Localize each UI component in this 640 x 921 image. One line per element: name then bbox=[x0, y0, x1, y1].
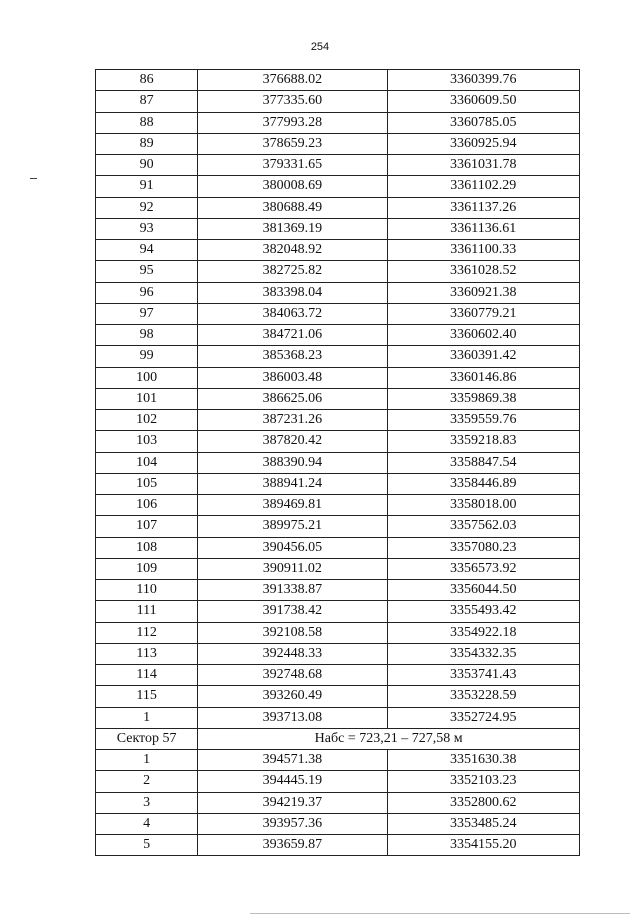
point-number: 87 bbox=[96, 91, 198, 112]
coord-y: 3360921.38 bbox=[387, 282, 579, 303]
point-number: 86 bbox=[96, 70, 198, 91]
point-number: 112 bbox=[96, 622, 198, 643]
table-row bbox=[96, 792, 580, 813]
coord-y: 3354922.18 bbox=[387, 622, 579, 643]
coord-x: 379331.65 bbox=[198, 155, 387, 176]
coord-x: 386625.06 bbox=[198, 388, 387, 409]
coord-x: 394445.19 bbox=[198, 771, 387, 792]
table-row bbox=[96, 112, 580, 133]
coord-x: 377335.60 bbox=[198, 91, 387, 112]
table-row bbox=[96, 325, 580, 346]
point-number: 104 bbox=[96, 452, 198, 473]
coord-y: 3355493.42 bbox=[387, 601, 579, 622]
table-row bbox=[96, 70, 580, 91]
coord-x: 384721.06 bbox=[198, 325, 387, 346]
coord-y: 3360399.76 bbox=[387, 70, 579, 91]
coord-x: 378659.23 bbox=[198, 133, 387, 154]
sector-height: Набс = 723,21 – 727,58 м bbox=[198, 728, 580, 749]
table-row bbox=[96, 282, 580, 303]
point-number: 91 bbox=[96, 176, 198, 197]
table-row bbox=[96, 495, 580, 516]
coord-x: 386003.48 bbox=[198, 367, 387, 388]
coord-y: 3352800.62 bbox=[387, 792, 579, 813]
point-number: 109 bbox=[96, 558, 198, 579]
page-number: 254 bbox=[310, 41, 330, 53]
coord-y: 3360785.05 bbox=[387, 112, 579, 133]
table-row bbox=[96, 431, 580, 452]
table-row bbox=[96, 91, 580, 112]
point-number: 92 bbox=[96, 197, 198, 218]
table-row bbox=[96, 473, 580, 494]
coord-x: 388941.24 bbox=[198, 473, 387, 494]
coord-x: 380688.49 bbox=[198, 197, 387, 218]
point-number: 4 bbox=[96, 813, 198, 834]
table-row bbox=[96, 452, 580, 473]
coord-x: 382725.82 bbox=[198, 261, 387, 282]
coord-x: 384063.72 bbox=[198, 303, 387, 324]
sector-row bbox=[96, 728, 580, 749]
table-row bbox=[96, 601, 580, 622]
table-row bbox=[96, 197, 580, 218]
table-row bbox=[96, 155, 580, 176]
coord-y: 3360609.50 bbox=[387, 91, 579, 112]
point-number: 98 bbox=[96, 325, 198, 346]
point-number: 99 bbox=[96, 346, 198, 367]
coord-x: 387231.26 bbox=[198, 410, 387, 431]
table-row bbox=[96, 261, 580, 282]
point-number: 110 bbox=[96, 580, 198, 601]
coord-y: 3359218.83 bbox=[387, 431, 579, 452]
point-number: 90 bbox=[96, 155, 198, 176]
point-number: 88 bbox=[96, 112, 198, 133]
table-row bbox=[96, 410, 580, 431]
point-number: 114 bbox=[96, 665, 198, 686]
sector-label: Сектор 57 bbox=[96, 728, 198, 749]
point-number: 2 bbox=[96, 771, 198, 792]
coord-x: 389975.21 bbox=[198, 516, 387, 537]
table-row bbox=[96, 580, 580, 601]
coord-x: 393957.36 bbox=[198, 813, 387, 834]
coord-x: 391338.87 bbox=[198, 580, 387, 601]
coord-y: 3356044.50 bbox=[387, 580, 579, 601]
coord-x: 394571.38 bbox=[198, 750, 387, 771]
coord-y: 3353485.24 bbox=[387, 813, 579, 834]
table-row bbox=[96, 516, 580, 537]
coord-y: 3360146.86 bbox=[387, 367, 579, 388]
coord-x: 382048.92 bbox=[198, 240, 387, 261]
coord-x: 383398.04 bbox=[198, 282, 387, 303]
coord-y: 3359559.76 bbox=[387, 410, 579, 431]
table-row bbox=[96, 346, 580, 367]
coord-y: 3354332.35 bbox=[387, 643, 579, 664]
coord-x: 377993.28 bbox=[198, 112, 387, 133]
coord-x: 381369.19 bbox=[198, 218, 387, 239]
coord-y: 3352724.95 bbox=[387, 707, 579, 728]
table-row bbox=[96, 813, 580, 834]
point-number: 105 bbox=[96, 473, 198, 494]
table-row bbox=[96, 240, 580, 261]
coord-y: 3357080.23 bbox=[387, 537, 579, 558]
coordinates-table bbox=[95, 69, 580, 856]
table-row bbox=[96, 835, 580, 856]
point-number: 108 bbox=[96, 537, 198, 558]
point-number: 115 bbox=[96, 686, 198, 707]
coord-y: 3361102.29 bbox=[387, 176, 579, 197]
table-row bbox=[96, 537, 580, 558]
point-number: 113 bbox=[96, 643, 198, 664]
point-number: 103 bbox=[96, 431, 198, 452]
coord-y: 3353741.43 bbox=[387, 665, 579, 686]
coord-y: 3359869.38 bbox=[387, 388, 579, 409]
point-number: 97 bbox=[96, 303, 198, 324]
table-row bbox=[96, 388, 580, 409]
table-row bbox=[96, 176, 580, 197]
bottom-rule bbox=[250, 913, 630, 914]
coord-y: 3358446.89 bbox=[387, 473, 579, 494]
coord-y: 3357562.03 bbox=[387, 516, 579, 537]
point-number: 93 bbox=[96, 218, 198, 239]
table-row bbox=[96, 367, 580, 388]
point-number: 111 bbox=[96, 601, 198, 622]
coord-y: 3353228.59 bbox=[387, 686, 579, 707]
sector-header bbox=[96, 728, 580, 749]
coord-x: 391738.42 bbox=[198, 601, 387, 622]
table-row bbox=[96, 665, 580, 686]
coord-x: 393260.49 bbox=[198, 686, 387, 707]
coord-x: 376688.02 bbox=[198, 70, 387, 91]
coord-x: 380008.69 bbox=[198, 176, 387, 197]
coord-y: 3361028.52 bbox=[387, 261, 579, 282]
point-number: 94 bbox=[96, 240, 198, 261]
point-number: 102 bbox=[96, 410, 198, 431]
table-row bbox=[96, 218, 580, 239]
coord-y: 3361136.61 bbox=[387, 218, 579, 239]
coord-y: 3361100.33 bbox=[387, 240, 579, 261]
coord-y: 3360779.21 bbox=[387, 303, 579, 324]
coord-x: 387820.42 bbox=[198, 431, 387, 452]
coord-y: 3358847.54 bbox=[387, 452, 579, 473]
point-number: 100 bbox=[96, 367, 198, 388]
coord-y: 3361031.78 bbox=[387, 155, 579, 176]
point-number: 89 bbox=[96, 133, 198, 154]
table-row bbox=[96, 750, 580, 771]
coord-x: 385368.23 bbox=[198, 346, 387, 367]
table-row bbox=[96, 133, 580, 154]
coord-x: 388390.94 bbox=[198, 452, 387, 473]
point-number: 1 bbox=[96, 707, 198, 728]
coord-y: 3352103.23 bbox=[387, 771, 579, 792]
coord-x: 394219.37 bbox=[198, 792, 387, 813]
table-row bbox=[96, 707, 580, 728]
table-row bbox=[96, 303, 580, 324]
point-number: 5 bbox=[96, 835, 198, 856]
coord-y: 3361137.26 bbox=[387, 197, 579, 218]
point-number: 101 bbox=[96, 388, 198, 409]
point-number: 96 bbox=[96, 282, 198, 303]
point-number: 106 bbox=[96, 495, 198, 516]
coord-y: 3351630.38 bbox=[387, 750, 579, 771]
coord-x: 393659.87 bbox=[198, 835, 387, 856]
margin-mark bbox=[30, 178, 37, 179]
coord-y: 3360602.40 bbox=[387, 325, 579, 346]
coord-y: 3360391.42 bbox=[387, 346, 579, 367]
coord-y: 3356573.92 bbox=[387, 558, 579, 579]
table-row bbox=[96, 558, 580, 579]
point-number: 1 bbox=[96, 750, 198, 771]
coord-x: 392748.68 bbox=[198, 665, 387, 686]
coordinates-rows-before bbox=[96, 70, 580, 729]
coord-x: 390456.05 bbox=[198, 537, 387, 558]
table-row bbox=[96, 771, 580, 792]
point-number: 95 bbox=[96, 261, 198, 282]
coord-x: 392108.58 bbox=[198, 622, 387, 643]
coord-x: 389469.81 bbox=[198, 495, 387, 516]
coord-x: 392448.33 bbox=[198, 643, 387, 664]
point-number: 3 bbox=[96, 792, 198, 813]
coord-y: 3354155.20 bbox=[387, 835, 579, 856]
coord-x: 393713.08 bbox=[198, 707, 387, 728]
table-row bbox=[96, 622, 580, 643]
point-number: 107 bbox=[96, 516, 198, 537]
table-row bbox=[96, 686, 580, 707]
coordinates-rows-after bbox=[96, 750, 580, 856]
table-row bbox=[96, 643, 580, 664]
coord-y: 3360925.94 bbox=[387, 133, 579, 154]
coord-y: 3358018.00 bbox=[387, 495, 579, 516]
coord-x: 390911.02 bbox=[198, 558, 387, 579]
